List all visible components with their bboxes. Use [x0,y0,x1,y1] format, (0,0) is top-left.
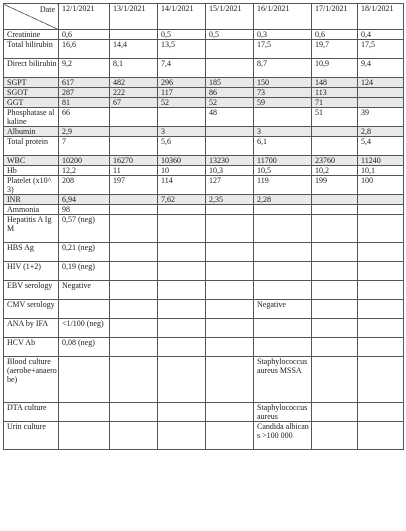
cell: 117 [158,88,206,98]
cell: 86 [206,88,254,98]
row-label: Phosphatase alkaline [4,108,59,127]
cell: 16,6 [59,40,110,59]
cell [110,281,158,300]
cell: 9,4 [358,59,404,78]
cell: 0,21 (neg) [59,243,110,262]
row-label: Platelet (x10^3) [4,176,59,195]
cell: 8,1 [110,59,158,78]
cell [158,319,206,338]
row-ana-by-ifa [4,319,404,338]
cell: 119 [254,176,312,195]
cell [59,300,110,319]
row-hb [4,166,404,176]
row-label: SGOT [4,88,59,98]
cell [206,243,254,262]
row-ammonia [4,205,404,215]
cell: 287 [59,88,110,98]
cell [312,137,358,156]
cell [254,215,312,243]
row-platelet [4,176,404,195]
row-ggt [4,98,404,108]
cell: 6,94 [59,195,110,205]
row-label: GGT [4,98,59,108]
cell: 2,35 [206,195,254,205]
cell [158,205,206,215]
row-inr [4,195,404,205]
cell: 12,2 [59,166,110,176]
cell [254,281,312,300]
row-label: INR [4,195,59,205]
cell [312,422,358,450]
cell: 124 [358,78,404,88]
cell: 127 [206,176,254,195]
cell: 10360 [158,156,206,166]
cell: 9,2 [59,59,110,78]
cell: 197 [110,176,158,195]
cell [312,300,358,319]
cell [110,300,158,319]
cell [254,338,312,357]
date-header-7: 18/1/2021 [358,4,404,30]
lab-results-table [3,3,404,450]
cell: 71 [312,98,358,108]
cell [358,300,404,319]
cell [206,127,254,137]
cell [312,281,358,300]
cell [110,137,158,156]
row-albumin [4,127,404,137]
cell: 17,5 [254,40,312,59]
cell: 3 [158,127,206,137]
row-wbc [4,156,404,166]
cell: 150 [254,78,312,88]
cell [254,108,312,127]
cell: Negative [59,281,110,300]
cell: 10,1 [358,166,404,176]
cell [358,422,404,450]
cell [358,243,404,262]
cell [358,215,404,243]
cell: 23760 [312,156,358,166]
cell: 73 [254,88,312,98]
cell: 113 [312,88,358,98]
cell [110,357,158,403]
cell [312,338,358,357]
row-ebv-serology [4,281,404,300]
row-urin-culture [4,422,404,450]
row-sgpt [4,78,404,88]
cell: 10,2 [312,166,358,176]
cell [110,127,158,137]
row-label: DTA culture [4,403,59,422]
cell: 10200 [59,156,110,166]
cell: 2,8 [358,127,404,137]
cell [312,319,358,338]
cell: Staphylococcus aureus MSSA [254,357,312,403]
cell: 7 [59,137,110,156]
cell: 51 [312,108,358,127]
cell [158,215,206,243]
cell [206,215,254,243]
cell [110,338,158,357]
cell [110,319,158,338]
cell: 6,1 [254,137,312,156]
date-header-3: 14/1/2021 [158,4,206,30]
row-label: HIV (1+2) [4,262,59,281]
cell: 11 [110,166,158,176]
row-label: SGPT [4,78,59,88]
cell [358,403,404,422]
row-label: Urin culture [4,422,59,450]
cell [158,262,206,281]
cell: 81 [59,98,110,108]
cell: 13230 [206,156,254,166]
cell: 0,4 [358,30,404,40]
row-creatinine [4,30,404,40]
cell: 13,5 [158,40,206,59]
cell [206,338,254,357]
cell: 98 [59,205,110,215]
lab-results-page [3,3,403,527]
cell: 114 [158,176,206,195]
cell [110,108,158,127]
cell [158,243,206,262]
date-header-2: 13/1/2021 [110,4,158,30]
cell [110,243,158,262]
cell: 5,6 [158,137,206,156]
cell [206,319,254,338]
cell: 48 [206,108,254,127]
cell [158,300,206,319]
cell: 10,9 [312,59,358,78]
row-hepatitis-a-igm [4,215,404,243]
cell [254,319,312,338]
cell: 482 [110,78,158,88]
cell [158,338,206,357]
row-label: Total bilirubin [4,40,59,59]
cell [158,403,206,422]
cell [358,88,404,98]
cell: 8,7 [254,59,312,78]
row-label: Hb [4,166,59,176]
row-hcv-ab [4,338,404,357]
cell: Negative [254,300,312,319]
date-label: Date [39,5,55,14]
cell [206,137,254,156]
cell [158,281,206,300]
cell [110,262,158,281]
cell: 148 [312,78,358,88]
cell [206,281,254,300]
cell: 0,19 (neg) [59,262,110,281]
header-corner-cell [4,4,59,30]
cell: 296 [158,78,206,88]
row-label: WBC [4,156,59,166]
cell: 3 [254,127,312,137]
cell [254,205,312,215]
cell: 11240 [358,156,404,166]
cell [158,422,206,450]
cell [158,357,206,403]
row-label: HBS Ag [4,243,59,262]
cell: 19,7 [312,40,358,59]
header-row [4,4,404,30]
cell: 2,28 [254,195,312,205]
row-label: HCV Ab [4,338,59,357]
cell [110,403,158,422]
cell: 0,57 (neg) [59,215,110,243]
cell [312,195,358,205]
cell [59,403,110,422]
cell: 16270 [110,156,158,166]
cell [312,357,358,403]
cell [358,319,404,338]
cell: Candida albicans >100 000 [254,422,312,450]
cell: 5,4 [358,137,404,156]
cell: Staphylococcus aureus [254,403,312,422]
cell [206,403,254,422]
cell [312,215,358,243]
cell [206,205,254,215]
cell [358,98,404,108]
row-label: Hepatitis A IgM [4,215,59,243]
cell [358,205,404,215]
row-cmv-serology [4,300,404,319]
cell: 2,9 [59,127,110,137]
cell: 7,62 [158,195,206,205]
date-header-4: 15/1/2021 [206,4,254,30]
cell: <1/100 (neg) [59,319,110,338]
cell: 52 [158,98,206,108]
cell [358,281,404,300]
cell [206,300,254,319]
date-header-5: 16/1/2021 [254,4,312,30]
row-label: Direct bilirubin [4,59,59,78]
cell [59,422,110,450]
row-dta-culture [4,403,404,422]
cell [158,108,206,127]
cell [358,195,404,205]
row-hbs-ag [4,243,404,262]
row-label: CMV serology [4,300,59,319]
date-header-6: 17/1/2021 [312,4,358,30]
row-label: Blood culture (aerobe+anaerobe) [4,357,59,403]
cell [110,30,158,40]
row-phosphatase-alkaline [4,108,404,127]
row-label: Albumin [4,127,59,137]
cell: 39 [358,108,404,127]
cell [206,59,254,78]
cell: 67 [110,98,158,108]
cell: 208 [59,176,110,195]
cell [312,127,358,137]
cell [110,195,158,205]
row-sgot [4,88,404,98]
cell: 66 [59,108,110,127]
cell [206,262,254,281]
cell [110,422,158,450]
row-hiv [4,262,404,281]
cell: 7,4 [158,59,206,78]
cell: 0,5 [158,30,206,40]
row-label: Ammonia [4,205,59,215]
cell [206,357,254,403]
cell: 59 [254,98,312,108]
cell: 17,5 [358,40,404,59]
cell [110,215,158,243]
cell: 10 [158,166,206,176]
cell: 0,6 [59,30,110,40]
cell: 100 [358,176,404,195]
row-label: Total protein [4,137,59,156]
cell: 11700 [254,156,312,166]
cell [358,357,404,403]
row-label: ANA by IFA [4,319,59,338]
row-total-protein [4,137,404,156]
cell [312,243,358,262]
date-header-1: 12/1/2021 [59,4,110,30]
cell [312,205,358,215]
cell [110,205,158,215]
cell [254,262,312,281]
cell: 0,5 [206,30,254,40]
row-label: EBV serology [4,281,59,300]
cell [358,338,404,357]
cell [59,357,110,403]
row-label: Creatinine [4,30,59,40]
cell: 617 [59,78,110,88]
cell [206,422,254,450]
cell: 10,3 [206,166,254,176]
cell [254,243,312,262]
cell: 185 [206,78,254,88]
cell: 14,4 [110,40,158,59]
cell: 199 [312,176,358,195]
cell: 0,3 [254,30,312,40]
cell [312,403,358,422]
cell: 0,08 (neg) [59,338,110,357]
cell: 10,5 [254,166,312,176]
cell: 52 [206,98,254,108]
row-direct-bilirubin [4,59,404,78]
cell [358,262,404,281]
row-blood-culture [4,357,404,403]
cell: 0,6 [312,30,358,40]
row-total-bilirubin [4,40,404,59]
cell: 222 [110,88,158,98]
cell [312,262,358,281]
cell [206,40,254,59]
